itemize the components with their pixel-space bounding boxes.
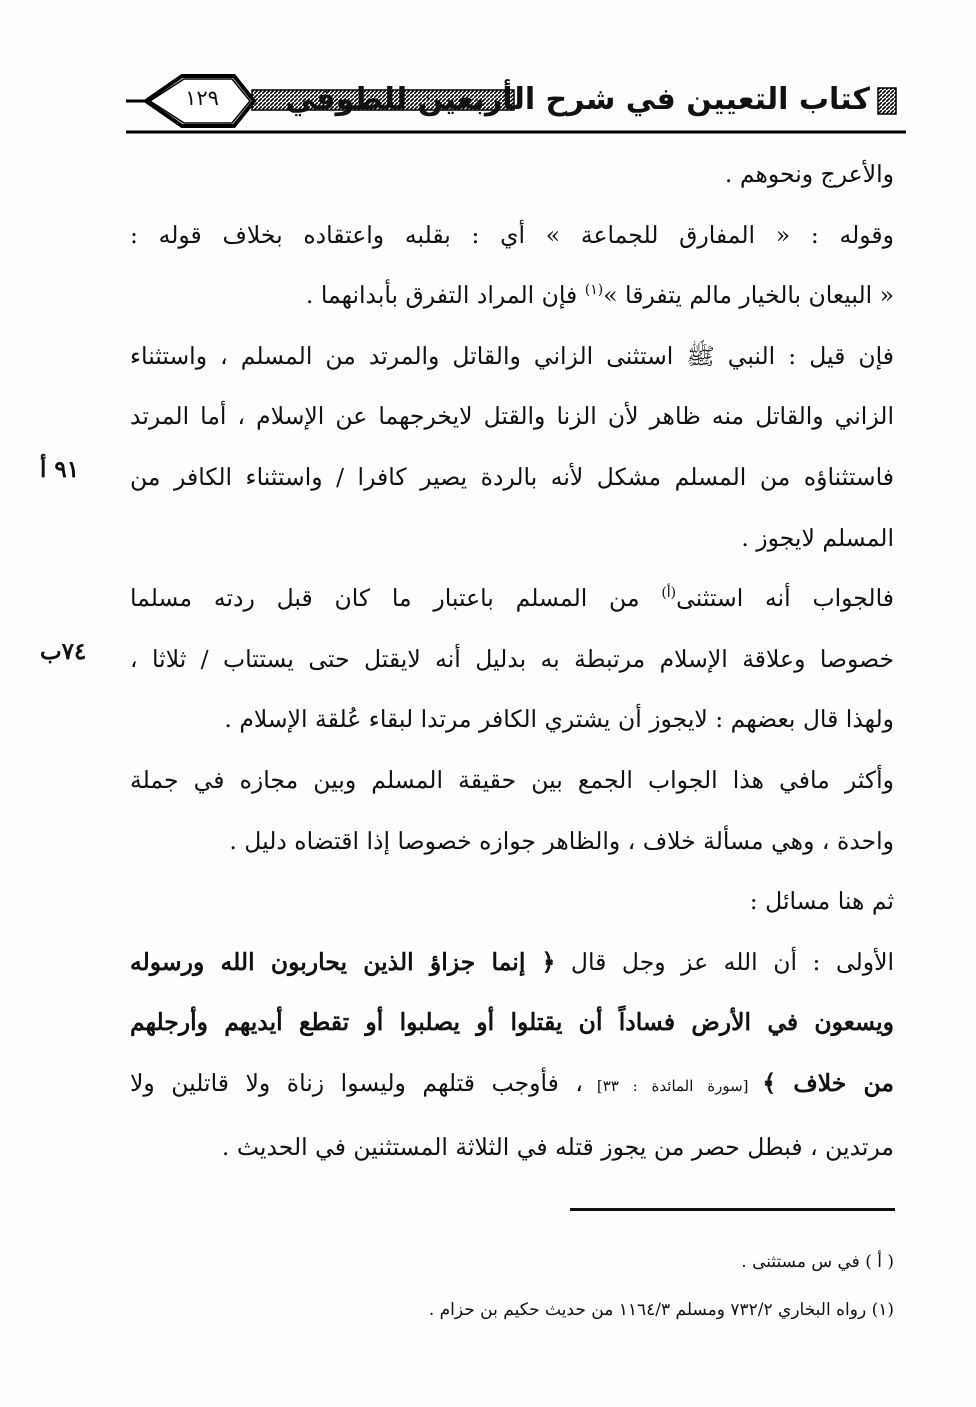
text-line: خصوصا وعلاقة الإسلام مرتبطة به بدليل أنه لايقتل حتى يستتاب / ثلاثا ، xyxy=(130,644,894,673)
running-header xyxy=(126,70,906,136)
text-line: من خلاف ﴾ [سورة المائدة : ٣٣] ، فأوجب قتلهم وليسوا زناة ولا قاتلين ولا xyxy=(130,1068,894,1097)
text-line: وأكثر مافي هذا الجواب الجمع بين حقيقة المسلم وبين مجازه في جملة xyxy=(130,765,894,794)
text-line: المسلم لايجوز . xyxy=(741,523,894,552)
quran-quote: ويسعون في الأرض فساداً أن يقتلوا أو يصلبوا أو تقطع أيديهم وأرجلهم xyxy=(130,1008,894,1037)
text-line: « البيعان بالخيار مالم يتفرقا »$^{(١)}$ فإن المراد التفرق بأبدانهما . xyxy=(305,281,894,310)
text-line: الزاني والقاتل منه ظاهر لأن الزنا والقتل لايخرجهما عن الإسلام ، أما المرتد xyxy=(130,402,894,431)
text-line: فالجواب أنه استثنى$^{(أ)}$ من المسلم باعتبار ما كان قبل ردته مسلما xyxy=(130,584,894,613)
text-line: مرتدين ، فبطل حصر من يجوز قتله في الثلاثة المستثنين في الحديث . xyxy=(221,1132,894,1161)
main-text xyxy=(130,144,894,1177)
margin-note-91a: ٩١ أ xyxy=(40,456,80,483)
text-line: الأولى : أن الله عز وجل قال ﴿ إنما جزاؤ الذين يحاربون الله ورسوله xyxy=(130,947,895,976)
text-line: واحدة ، وهي مسألة خلاف ، والظاهر جوازه خصوصا إذا اقتضاه دليل . xyxy=(229,826,894,855)
hatched-block-right xyxy=(878,88,896,114)
text-line: ثم هنا مسائل : xyxy=(749,887,894,916)
quran-citation: [سورة المائدة : ٣٣] xyxy=(583,1076,763,1095)
footnote-separator xyxy=(570,1208,895,1211)
quran-quote: ﴿ إنما جزاؤ الذين يحاربون الله ورسوله xyxy=(130,947,556,976)
page-number: ١٢٩ xyxy=(185,86,219,110)
footnotes xyxy=(194,1238,894,1334)
footnote: (١) رواه البخاري ٧٣٢/٢ ومسلم ١١٦٤/٣ من حديث حكيم بن حزام . xyxy=(428,1300,894,1320)
text-line: وقوله : « المفارق للجماعة » أي : بقلبه واعتقاده بخلاف قوله : xyxy=(130,220,894,249)
text-line: ولهذا قال بعضهم : لايجوز أن يشتري الكافر مرتدا لبقاء عُلقة الإسلام . xyxy=(224,705,894,734)
margin-note-74b: ٧٤ب xyxy=(40,638,87,665)
text-line: والأعرج ونحوهم . xyxy=(724,160,894,188)
footnote: ( أ ) في س مستثنى . xyxy=(741,1252,894,1272)
text-line: فإن قيل : النبي ﷺ استثنى الزاني والقاتل والمرتد من المسلم ، واستثناء xyxy=(130,341,894,370)
footnote-ref: (أ) xyxy=(661,585,677,602)
footnote-ref: (١) xyxy=(584,282,604,299)
text-line: فاستثناؤه من المسلم مشكل لأنه بالردة يصير كافرا / واستثناء الكافر من xyxy=(130,462,894,491)
book-title: كتاب التعيين في شرح الأربعين للطوفي xyxy=(285,82,870,117)
